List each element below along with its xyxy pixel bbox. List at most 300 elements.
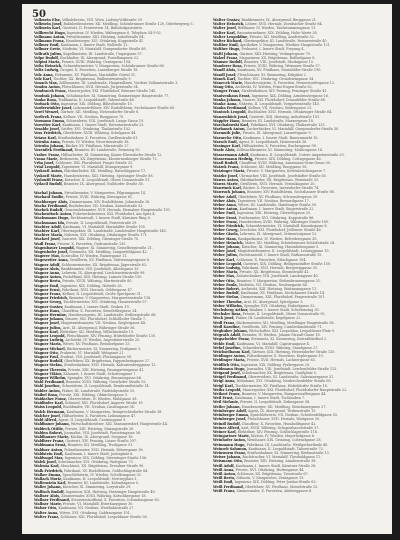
- entry-details: Schneiderin, VIII. Josefstadt, Lange Gasse 19.: [66, 118, 145, 123]
- entry-details: Kutscher, XI. Simmering, Lorystraße 29.: [62, 485, 132, 490]
- entry-name: Wawrinek Karl,: [213, 186, 242, 191]
- entry-name: Walden Robert,: [34, 430, 64, 435]
- entry-details: Kaufmann, II. Leopoldstadt, Untere Augartenstraße 20.: [250, 152, 345, 157]
- entry-name: Vorlicek Franz,: [34, 114, 63, 119]
- entry-details: Magazineur, XX. Brigittenau, Raffaelgasse 8.: [239, 55, 316, 60]
- entry-name: Wallisch Rudolf,: [34, 489, 65, 494]
- entry-details: Schneidermeister, VI. Mariahilf, Kaunitzgasse 8.: [245, 223, 328, 228]
- entry-name: Wachowitsch Anton,: [34, 212, 73, 217]
- directory-entry: [34, 515, 205, 519]
- entry-name: Waltl Johann,: [213, 51, 239, 56]
- entry-details: Ingenieur, XIII. Hietzing, Gloriettegasse 25.: [236, 211, 312, 216]
- entry-name: Walther Hugo,: [213, 47, 241, 52]
- entry-details: Maurerpolier, XXI. Floridsdorf, Floridsdorfer Hauptstraße 22.: [242, 387, 348, 392]
- entry-details: Beamter, V. Margareten, Siebenbrunnengasse 21.: [236, 278, 322, 283]
- entry-details: Schlosser, XXI. Floridsdorf, Leopoldauer Straße 56.: [60, 514, 148, 519]
- entry-details: Maler, XII. Meidling, Schönbrunner Schloßstraße 24.: [244, 240, 336, 245]
- entry-name: Waibel Rosa,: [34, 392, 59, 397]
- entry-name: Weinhofer Anton,: [213, 438, 246, 443]
- entry-details: Hausbesitzerin, XIII. Hietzing, Speisinger Straße 88.: [63, 173, 154, 178]
- entry-name: Vozenilek Ferdinand,: [34, 148, 74, 153]
- entry-details: Magistratsbeamter, VII. Neubau, Zieglergasse 44.: [60, 321, 146, 326]
- directory-columns: [34, 18, 384, 530]
- entry-details: Kaufmann, VII. Neubau, Westbahnstraße 27.: [58, 506, 135, 511]
- entry-details: Tapezierer, VI. Mariahilf, Stumpergasse 9.: [61, 165, 134, 170]
- entry-details: Oberinspektor, III. Landstraße, Landstraßer Hauptstraße 140.: [61, 228, 167, 233]
- entry-details: Chauffeur, XVIII. Währing, Anastasius-Grün-Gasse 30.: [239, 160, 331, 165]
- entry-details: Arzt, IX. Alsergrund, Spitalgasse 3.: [243, 299, 304, 304]
- entry-details: Hebamme, XVI. Ottakring, Neulerchenfelder Straße 60.: [236, 379, 332, 384]
- entry-details: Straßenbahner, X. Favoriten, Quellenstraße 81.: [57, 135, 139, 140]
- entry-details: Ingenieur, XIX. Döbling, Sieveringer Straße 106.: [64, 455, 148, 460]
- entry-details: Kaufmann, I. Innere Stadt, Kärntner Straße 28.: [235, 463, 317, 468]
- entry-name: Weinberger Adolf,: [213, 408, 247, 413]
- entry-details: Maurer, XXI. Floridsdorf, Schloßhofer Straße 7.: [65, 317, 147, 322]
- entry-name: Vorel Wenzel,: [34, 110, 60, 115]
- entry-details: Postoffizial, XIII. Hietzing, Lainzer Straße 150.: [63, 275, 143, 280]
- entry-name: Warhanek Anton,: [213, 127, 246, 132]
- entry-name: Wagner Berta,: [34, 279, 62, 284]
- entry-details: Zimmermann, XXI. Floridsdorf, Pragerstraße 101.: [240, 295, 326, 300]
- entry-details: Gemeindebeamter, XVII. Hernals, Hernalser Hauptstraße 130.: [64, 207, 171, 212]
- entry-name: Watzke Josef,: [213, 173, 239, 178]
- entry-name: Walek Josef,: [34, 460, 57, 465]
- entry-details: Kontrollor, IV. Wieden, Rainergasse 11.: [61, 254, 128, 259]
- entry-details: Beamter, XVIII. Währing, Gersthofer Straße 92.: [65, 380, 147, 385]
- entry-name: Vonach Max,: [34, 81, 58, 86]
- entry-details: Schuhmacher, XVI. Ottakring, Wattgasse 73.: [57, 460, 134, 465]
- entry-name: Vrana Marie,: [34, 156, 59, 161]
- entry-name: Wagner Anton,: [34, 275, 62, 280]
- entry-details: Privatbeamter, XIII. Hietzing, Auhofstraße 64.: [66, 34, 145, 39]
- entry-name: Waidacher Franz,: [34, 397, 67, 402]
- entry-name: Vollbrecht Hugo,: [34, 30, 66, 35]
- entry-details: Zollbeamter, III. Landstraße, Hauptzollamt, Vordere Zollamtsstraße 3.: [58, 81, 179, 86]
- entry-name: Weber Anton,: [213, 207, 239, 212]
- entry-details: Kaufmann, I. Innere Stadt, Rotenturmstraße 23.: [62, 123, 145, 128]
- entry-name: Wegrath Adolf,: [213, 333, 242, 338]
- entry-details: Polizeibeamter, X. Favoriten, Keplergasse 19.: [246, 354, 324, 359]
- entry-name: Weihs Leopold,: [213, 387, 242, 392]
- entry-name: Wawra Marie,: [213, 181, 239, 186]
- entry-name: Weber Alois,: [213, 198, 237, 203]
- entry-details: Chauffeur, X. Favoriten, Humboldtgasse 42.: [241, 421, 317, 426]
- entry-details: Architekt, IV. Wieden, Argentinierstraße 25.: [65, 338, 141, 343]
- entry-name: Waldherr Franz,: [34, 439, 65, 444]
- entry-details: Gastwirt, XIII. Hietzing, Auhofstraße 101.: [249, 114, 321, 119]
- entry-details: Schlosser, X. Favoriten, Erlachgasse 104.: [236, 257, 307, 262]
- entry-details: Beamter, IX. Alsergrund, Nußdorfer Straße 36.: [63, 181, 144, 186]
- entry-details: Ingenieur, XIX. Döbling, Pyrkergasse 20.: [240, 362, 311, 367]
- entry-details: Bauunternehmer, XIX. Döbling, Hohe Warte 38.: [236, 30, 318, 35]
- entry-details: Private, II. Leopoldstadt, Zirkusgasse 38.: [240, 400, 311, 405]
- entry-details: Spengler, XVI. Ottakring, Brunnengasse 66.: [67, 376, 142, 381]
- entry-name: Vondracek Franz,: [34, 89, 67, 94]
- entry-details: Lehrerin, IX. Alsergrund, Grünentorgasse 12.: [239, 232, 318, 237]
- entry-details: Arzt, XVIII. Währing, Schopenhauerstraße 37.: [241, 425, 320, 430]
- entry-name: Weigand Josef,: [213, 371, 241, 376]
- entry-details: Fabrikant, XVII. Hernals, Bergsteiggasse 35.: [241, 265, 318, 270]
- entry-details: Architekt, IV. Wieden, Prinz-Eugen-Straße 62.: [235, 85, 313, 90]
- entry-name: Wagner Anna,: [34, 270, 61, 275]
- entry-name: Waldner Anton,: [34, 447, 64, 452]
- entry-details: Schlosser, XX. Brigittenau, Treustraße 67.: [237, 471, 309, 476]
- entry-name: Weiser Johann,: [213, 455, 242, 460]
- entry-details: Oberrevident, III. Landstraße, Salesianergasse 31.: [248, 375, 335, 380]
- entry-details: Lehrer, XVII. Hernals, Dornbacher Straße 84.: [245, 22, 323, 27]
- entry-details: Private, XVIII. Währing, Martinstraße 80.: [62, 279, 133, 284]
- entry-details: Private, XVIII. Währing, Gentzgasse 104.: [61, 60, 132, 65]
- entry-details: Private, XVI. Ottakring, Huttengasse 44.: [235, 467, 305, 472]
- entry-details: Maurer, XXI. Floridsdorf, Donaufelder Straße 88.: [242, 97, 326, 102]
- entry-name: Weiß Berta,: [213, 476, 236, 481]
- entry-name: Vollmann Anton,: [34, 34, 66, 39]
- entry-details: Kaufmann, VI. Mariahilf, Mariahilfer Straße 105.: [62, 224, 146, 229]
- entry-details: Bildhauer, IV. Wieden, Taubstummengasse 11.: [237, 26, 317, 31]
- entry-details: Ingenieur, XIII. Hietzing, Hietzinger Hauptstraße 40.: [65, 489, 156, 494]
- entry-name: Weiß Franz,: [213, 488, 236, 493]
- entry-name: Wald Alfred,: [34, 418, 58, 423]
- entry-details: Oberlehrer, XV. Fünfhaus, Schwendergasse 39.: [238, 194, 319, 199]
- entry-details: Trafikantin, II. Leopoldstadt, Taborstraße 46.: [57, 97, 135, 102]
- entry-name: Wedl Karoline,: [213, 324, 241, 329]
- entry-name: Wang Otto,: [213, 85, 235, 90]
- entry-details: Näherin, V. Margareten, Zentagasse 19.: [236, 476, 305, 481]
- entry-details: Witwe, XVI. Ottakring, Gablenzgasse 101.: [59, 510, 131, 515]
- entry-details: Tapezierer, VII. Neubau, Bernardgasse 17.: [237, 198, 310, 203]
- entry-name: Weigl Anna,: [213, 379, 236, 384]
- entry-details: Buchhalter, IX. Alsergrund, Porzellangasse 22.: [60, 55, 140, 60]
- entry-details: Steinmetz, XII. Meidling, Längenfeldgasse 42.: [69, 249, 148, 254]
- entry-name: Weber Maria,: [213, 270, 239, 275]
- entry-details: Witwe, III. Landstraße, Hainburger Straße 50.: [237, 202, 317, 207]
- entry-name: Weigl Karl,: [213, 383, 234, 388]
- entry-details: Drechsler, XXI. Floridsdorf, Jedleseer Straße 46.: [239, 228, 322, 233]
- entry-name: Wanek Karl,: [213, 76, 237, 81]
- entry-name: Wahl Ferdinand,: [34, 380, 65, 385]
- entry-name: Wagner Otto,: [34, 350, 59, 355]
- entry-name: Waldeck Ottilie,: [34, 426, 65, 431]
- entry-name: Weidinger Maria,: [213, 358, 246, 363]
- entry-name: Weber Karl,: [213, 257, 236, 262]
- entry-name: Wagner Viktor,: [34, 371, 63, 376]
- entry-name: Wechsberg Arthur,: [213, 308, 249, 313]
- entry-name: Volpini Maria,: [34, 60, 61, 65]
- entry-details: Hilfsarbeiter, X. Favoriten, Buchengasse 99.: [242, 144, 317, 149]
- entry-details: Tischler, XX. Brigittenau, Wallensteinstraße 9.: [53, 76, 132, 81]
- entry-details: Kaufmann, I. Innere Stadt, Graben 19.: [64, 304, 130, 309]
- entry-details: Bankier, I. Innere Stadt, Schottenring 30.: [249, 308, 320, 313]
- entry-details: Gastwirt, XIX. Döbling, Heiligenstädter Straße 150.: [243, 261, 331, 266]
- entry-name: Weiß Adolf,: [213, 463, 235, 468]
- entry-details: Kaufmann, II. Leopoldstadt, Taborstraße 72.: [248, 446, 324, 451]
- entry-details: Zimmermann, XIV. Rudolfsheim, Johnstraße 28.: [69, 199, 151, 204]
- entry-details: Magistratsbeamter, II. Leopoldstadt, Lessinggasse 19.: [237, 249, 330, 254]
- entry-details: Student, VIII. Josefstadt, Florianigasse 50.: [60, 355, 133, 360]
- entry-name: Wagner Stefan,: [34, 363, 63, 368]
- entry-name: Vollmann Franz,: [34, 39, 65, 44]
- entry-name: Wagner Michael,: [34, 346, 66, 351]
- entry-details: Fleischhauer, XVII. Hernals, Wattgasse 30.: [247, 417, 321, 422]
- entry-name: Wagner Hermine,: [34, 313, 68, 318]
- entry-name: Vollmer Emil,: [34, 43, 60, 48]
- entry-name: Vollmer Grete,: [34, 47, 62, 52]
- entry-details: Prokurist, I. Innere Stadt, Freyung 4.: [241, 47, 305, 52]
- entry-name: Waldbauer Johann,: [34, 422, 70, 427]
- entry-name: Wagner Leopold,: [34, 334, 66, 339]
- entry-details: Private, XIII. Hietzing, Fasangartengasse 41.: [68, 367, 145, 372]
- entry-details: Hausbesorgerin, III. Landstraße, Erdbergstraße 68.: [68, 313, 157, 318]
- entry-name: Wachek Rudolf,: [34, 207, 64, 212]
- entry-name: Weiß Ferdinand,: [213, 484, 244, 489]
- entry-name: Wehle Emil,: [213, 341, 236, 346]
- entry-name: Weber Heinrich,: [213, 240, 244, 245]
- entry-name: Wachter Karl,: [34, 228, 61, 233]
- entry-details: Kellner, VII. Neubau, Burggasse 70.: [63, 114, 125, 119]
- entry-details: Fabrikarbeiter, XII. Meidling, Ratschkygasse 17.: [64, 169, 147, 174]
- entry-name: Weiß Anton,: [213, 471, 237, 476]
- entry-name: Wagenhofer Josef,: [34, 249, 69, 254]
- entry-details: Schuhmacher, XI. Simmering, Simmeringer Hauptstraße 77.: [66, 93, 170, 98]
- entry-details: Apotheker, V. Margareten, Wiedner Hauptstraße 121.: [239, 43, 331, 48]
- entry-details: Bäcker, X. Favoriten, Inzersdorfer Straße 74.: [243, 186, 320, 191]
- entry-details: Agent, II. Leopoldstadt, Heinestraße 36.: [238, 139, 308, 144]
- entry-details: Bäckermeister, XII. Meidling, Meidlinger Hauptstraße 58.: [236, 320, 335, 325]
- entry-details: Uhrmacher, VIII. Josefstadt, Josefstädter Straße 65.: [239, 173, 327, 178]
- entry-name: Warchalowski Karl,: [213, 123, 250, 128]
- entry-details: Chauffeur, X. Favoriten, Senefeldergasse 24.: [61, 308, 138, 313]
- entry-details: Gastwirt, XIX. Döbling, Grinzinger Straße 70.: [61, 237, 140, 242]
- entry-name: Vorbach Otto,: [34, 102, 60, 107]
- entry-name: Wallner Alois,: [34, 493, 61, 498]
- entry-name: Volkwein Else,: [34, 18, 62, 22]
- entry-details: Volkslehrerin, VIII. Wien, Ludwig-Vollstraße 29.: [62, 18, 143, 22]
- entry-name: Walch Hermann,: [34, 409, 66, 414]
- entry-details: Modistin, VI. Mariahilf, Gumpendorfer Straße 88.: [62, 47, 147, 52]
- entry-details: Kapellmeister, III. Landstraße, Ungargasse 37.: [63, 51, 143, 56]
- entry-name: Walter Richard,: [213, 39, 243, 44]
- entry-details: Wagner, XI. Simmering, Geiselbergstraße 21.: [75, 245, 153, 250]
- entry-name: Vyskocil Anton,: [34, 169, 64, 174]
- entry-details: Buchdrucker, VII. Neubau, Kaiserstraße 52.: [68, 203, 144, 208]
- entry-name: Walzel Franz,: [213, 55, 239, 60]
- entry-details: Schuhmacher, XX. Brigittenau, Gaußplatz 5.: [241, 371, 317, 376]
- entry-details: Beamter, III. Landstraße, Marxergasse 18.: [241, 118, 314, 123]
- entry-details: Ingenieur, XIX. Döbling, Peter-Jordan-Straße 62.: [234, 480, 317, 485]
- entry-name: Wagner Julius,: [34, 325, 62, 330]
- entry-name: Weber Ernst,: [213, 215, 238, 220]
- directory-entry: [213, 489, 384, 493]
- entry-name: Wachter Maria,: [34, 233, 64, 238]
- entry-details: Maurerpolier, XXI. Floridsdorf, Brünner Straße 140.: [67, 89, 157, 94]
- entry-details: Gärtner, XIII. Hietzing, Hetzendorfer Straße 120.: [251, 350, 336, 355]
- entry-name: Weinberger Emma,: [213, 413, 250, 418]
- entry-name: Volkwein Josef,: [34, 22, 63, 27]
- entry-details: Kaufmann, VI. Mariahilf, Capistrangasse 4.: [236, 341, 310, 346]
- entry-details: Beamter, XII. Meidling, Tivoligasse 51.: [67, 443, 134, 448]
- entry-name: Wagner Alois,: [34, 266, 60, 271]
- entry-name: Warsch Emil,: [213, 139, 238, 144]
- entry-name: Wagner Adolf,: [34, 262, 61, 267]
- entry-name: Wahl Josefine,: [34, 384, 61, 389]
- entry-name: Wackerl Josef,: [34, 237, 61, 242]
- entry-details: Hebamme, XV. Fünfhaus, Mariahilfer Gürtel 31.: [54, 72, 137, 77]
- entry-name: Weber Georg,: [213, 228, 239, 233]
- entry-name: Wantoch Leopold,: [213, 110, 247, 115]
- entry-name: Wahler Anton,: [34, 388, 61, 393]
- entry-name: Wallenstein Karl,: [34, 481, 67, 486]
- entry-name: Walk Friedrich,: [34, 468, 63, 473]
- entry-details: Journalist, VIII. Josefstadt, Piaristengasse 56.: [64, 430, 141, 435]
- entry-name: Waldhauser Marie,: [34, 434, 70, 439]
- entry-details: Bäckermeister, XI. Simmering, Dorfgasse 3.: [66, 346, 142, 351]
- entry-name: Volz Anna,: [34, 72, 54, 77]
- entry-details: Beamter, XIII. Hietzing, Amalienstraße 38.: [244, 459, 317, 464]
- entry-details: Hausbesorgerin, X. Favoriten, Pernerstorfergasse 12.: [244, 81, 336, 86]
- entry-name: Wawra Anton,: [213, 177, 240, 182]
- entry-name: Weber Otto,: [213, 278, 236, 283]
- entry-name: Wassermann Hedwig,: [213, 156, 254, 161]
- entry-name: Waiss Leopold,: [34, 405, 62, 410]
- entry-details: Hausbesorger, XII. Meidling, Steinbauergasse 27.: [241, 404, 327, 409]
- entry-details: Private, V. Margareten, Kettenbrückengasse 7.: [246, 169, 326, 174]
- entry-name: Weidmann Hugo,: [213, 366, 246, 371]
- entry-details: Rechtsanwalt, I. Innere Stadt, Kärntner Ring 8.: [70, 216, 151, 221]
- entry-details: Private, XVII. Hernals, Lacknergasse 63.: [246, 358, 316, 363]
- entry-details: Steueramtsoffizial, X. Favoriten, Columbusgasse 63.: [71, 497, 160, 502]
- entry-details: Private, VI. Mariahilf, Esterhazygasse 30.: [62, 502, 134, 507]
- entry-name: Walcher Josef,: [34, 413, 61, 418]
- entry-details: Elektriker, XIV. Penzing, Goldschlagstraße 118.: [237, 429, 318, 434]
- entry-details: Kaufmann, I. Innere Stadt, Singerstraße 22.: [239, 207, 315, 212]
- entry-name: Weber Robert,: [213, 287, 241, 291]
- entry-details: Beamter, V. Margareten, Ramperstorffergasse 44.: [241, 392, 327, 397]
- entry-name: Weindl Rudolf,: [213, 421, 241, 426]
- entry-name: Wagner Karl,: [34, 329, 59, 334]
- entry-details: Oberlehrer, XX. Brigittenau, Pappenheimgasse 27.: [64, 359, 150, 364]
- entry-name: Wagner Paul,: [34, 355, 60, 360]
- entry-name: Wedl Franz,: [213, 320, 236, 325]
- entry-details: Ingenieur, IV. Wieden, Waltergasse 6, Telephon 54-3-92.: [66, 30, 162, 35]
- entry-details: Ingenieur, XIX. Döbling, Hofzeile 26.: [60, 283, 123, 288]
- entry-name: Wallach Moriz,: [34, 476, 63, 481]
- left-column: [34, 18, 205, 530]
- entry-name: Vorderwinkler Josef,: [34, 106, 73, 111]
- entry-name: Wagner Friedrich,: [34, 296, 69, 301]
- entry-details: Oberlehrer, XVIII. Währing, Schulgasse 44.: [63, 131, 137, 136]
- entry-details: Fiaker, III. Landstraße, Radetzkystraße 10.: [61, 388, 136, 393]
- entry-name: Wallner Ferdinand,: [34, 497, 70, 502]
- entry-details: Beamter, IV. Wieden, Johann-Strauß-Gasse 16.: [242, 333, 321, 338]
- entry-name: Wanzenböck Josef,: [213, 114, 249, 119]
- entry-name: Weidlich Otto,: [213, 362, 240, 367]
- entry-details: Kutscher, II. Leopoldstadt, Obere Donaustraße 51.: [64, 177, 151, 182]
- entry-name: Wagner Johann,: [34, 317, 65, 322]
- entry-name: Weiß Anna,: [213, 467, 235, 472]
- entry-details: Fuhrwerksbesitzer, XXI. Floridsdorf, Am Spitz 4.: [73, 212, 156, 217]
- entry-details: Gärtner, XIII. Hietzing, Veitingergasse 70.: [239, 51, 311, 56]
- entry-name: Weigel Ferdinand,: [213, 375, 248, 380]
- entry-name: Weber Theodor,: [213, 299, 243, 304]
- entry-details: Zollwachbeamter, XI. Simmering, Molitorgasse 14.: [236, 148, 323, 153]
- entry-details: Kaufmann, I. Innere Stadt, Bauernmarkt 10.: [243, 135, 319, 140]
- entry-name: Weber Rudolf,: [213, 291, 240, 296]
- entry-name: Vysloužil Franz,: [34, 177, 64, 182]
- entry-name: Wachauf Emilie,: [34, 195, 65, 200]
- entry-details: Schneiderin, XVIII. Währing, Staudgasse 27.: [242, 345, 319, 350]
- entry-details: Weinhauer, XIX. Grinzing, Cobenzlgasse 28.: [247, 438, 322, 443]
- entry-name: Wagner Maria,: [34, 342, 62, 347]
- entry-details: Greißlerin, XVII. Hernals, Veronikagasse 20.: [239, 181, 316, 186]
- entry-name: Wagner Emil,: [34, 283, 60, 288]
- entry-name: Vrtal Leopold,: [34, 165, 61, 170]
- entry-details: Wirtschaftsbesitzer, XXI. Stammersdorf, Hauptstraße 44.: [70, 422, 168, 427]
- entry-name: Wastl Rudolf,: [213, 160, 239, 165]
- entry-details: Fiaker, III. Landstraße, Kegelgasse 22.: [235, 316, 302, 321]
- entry-name: Weber Johann,: [213, 244, 241, 249]
- entry-name: Weinwurm Franz,: [213, 450, 246, 455]
- entry-details: Private, II. Leopoldstadt, Obere Donaustraße 95.: [242, 312, 326, 317]
- entry-name: Volz Karl,: [34, 76, 53, 81]
- entry-details: Schlossermeister, XX. Brigittenau, Jägerstraße 63.: [61, 262, 148, 267]
- entry-details: Tischlermeister, XVI. Ottakring, Hasnerstraße 57.: [63, 300, 148, 305]
- entry-details: Sattler, XVI. Ottakring, Thaliastraße 102.: [61, 127, 131, 132]
- entry-details: Lehrerin, IX. Alsergrund, Liechtensteinstraße 98.: [61, 270, 146, 275]
- entry-details: Bahnbediensteter, XII. Meidling, Schönbrunner Straße 120, Oderbergweg 5.: [63, 22, 194, 27]
- entry-details: Friseur, X. Favoriten, Gudrunstraße 135.: [57, 241, 127, 246]
- entry-name: Wachter Adolf,: [34, 224, 62, 229]
- entry-details: Elektriker, XII. Meidling, Wilhelmstraße 19.: [59, 329, 135, 334]
- entry-details: Hausbesitzer, XVIII. Währing, Währinger Straße 160.: [238, 219, 330, 224]
- entry-name: Wanderer Rosa,: [213, 64, 243, 69]
- entry-name: Wandl Alois,: [213, 68, 237, 73]
- entry-name: Weichselbaum Karl,: [213, 350, 251, 355]
- entry-name: Wegscheider Franz,: [213, 337, 250, 342]
- entry-name: Weil Stefanie,: [213, 400, 240, 405]
- entry-details: Fabrikarbeiter, XX. Brigittenau, Wexstraße 33.: [240, 177, 320, 182]
- directory-page: [22, 4, 392, 534]
- entry-name: Wassermann Adolf,: [213, 152, 250, 157]
- entry-name: Voltz Ludwig,: [34, 68, 60, 73]
- entry-details: Tischlermeister, XV. Fünfhaus, Hütteldorfer Straße 18.: [235, 383, 328, 388]
- entry-name: Votruba Johann,: [34, 144, 65, 149]
- entry-details: Ingenieur, XIX. Döbling, Billrothstraße 15.: [60, 102, 133, 107]
- entry-details: Bedienerin, XX. Brigittenau, Klosterneuburger Straße 72.: [59, 156, 158, 161]
- entry-name: Warnecke Otto,: [213, 135, 243, 140]
- entry-name: Vyskocil Marie,: [34, 173, 63, 178]
- entry-details: Arzt, IX. Alsergrund, Währinger Straße 56.: [62, 325, 136, 330]
- entry-details: Bankprokurist, IV. Wieden, Belvederegasse 30.: [237, 236, 318, 241]
- entry-name: Votruba Anna,: [34, 139, 61, 144]
- entry-details: Straßenbahner, XI. Simmering, Brehmstraße 13.: [247, 450, 330, 455]
- entry-name: Vrba Josef,: [34, 160, 55, 165]
- entry-name: Weber Franz,: [213, 219, 238, 224]
- entry-name: Weber Paula,: [213, 282, 238, 287]
- entry-details: Sprachlehrerin, VII. Neubau, Schottenfeldgasse 55.: [250, 413, 339, 418]
- entry-details: Lokomotivführer, XIV. Rudolfsheim, Sechshauser Straße 60.: [73, 106, 175, 111]
- entry-details: Fabrikant, XVI. Ottakring, Thaliastraße 125.: [250, 123, 326, 128]
- entry-details: Gastwirt, XIV. Penzing, Linzer Straße 297.: [65, 439, 137, 444]
- entry-details: Oberrevident, IV. Wieden, Mühlgasse 28.: [67, 397, 138, 402]
- entry-name: Wagner Theresia,: [34, 367, 67, 372]
- entry-name: Walther Emil,: [213, 43, 239, 48]
- entry-name: Wappler Hans,: [213, 118, 241, 123]
- entry-name: Wagner Wilhelm,: [34, 376, 67, 381]
- entry-name: Wanecek Marie,: [213, 81, 244, 86]
- entry-details: Journalist, VIII. Josefstadt, Lerchenfelder Straße 112.: [246, 366, 338, 371]
- entry-name: Voss Friedrich,: [34, 131, 62, 136]
- entry-name: Wagesreiter Anna,: [34, 258, 69, 263]
